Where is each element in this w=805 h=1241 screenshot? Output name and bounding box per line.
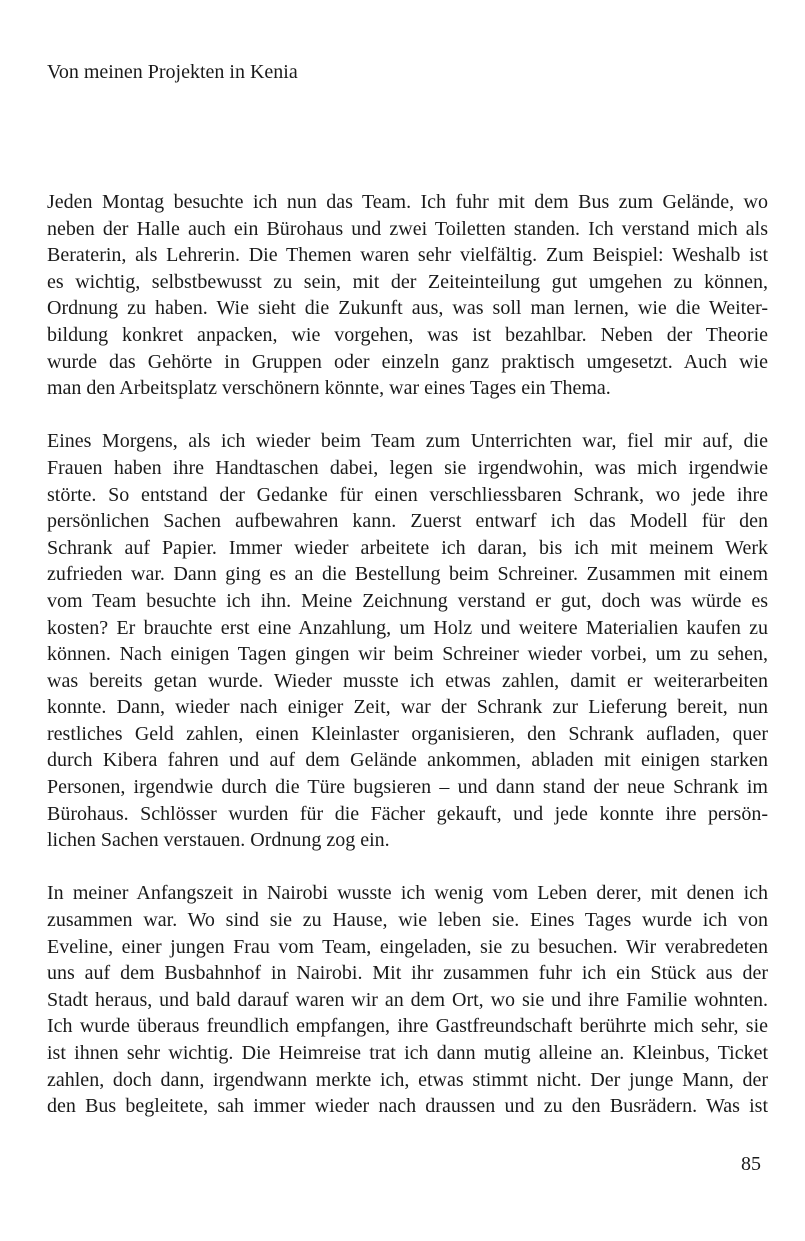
paragraph — [47, 880, 768, 1119]
text-line: den Bus begleitete, sah immer wieder nach draussen und zu den Busrädern. Was ist — [47, 1095, 768, 1118]
paragraph — [47, 189, 768, 402]
text-line: Eveline, einer jungen Frau vom Team, eingeladen, sie zu besuchen. Wir verabredeten — [47, 935, 768, 958]
text-line: Personen, irgendwie durch die Türe bugsieren – und dann stand der neue Schrank im — [47, 776, 768, 799]
text-line: Stadt heraus, und bald darauf waren wir an dem Ort, wo sie und ihre Familie wohnten. — [47, 988, 768, 1011]
text-line: konnte. Dann, wieder nach einiger Zeit, war der Schrank zur Lieferung bereit, nun — [47, 696, 768, 719]
text-line: können. Nach einigen Tagen gingen wir beim Schreiner wieder vorbei, um zu sehen, — [47, 643, 768, 666]
text-line: persönlichen Sachen aufbewahren kann. Zuerst entwarf ich das Modell für den — [47, 510, 768, 533]
text-line: In meiner Anfangszeit in Nairobi wusste ich wenig vom Leben derer, mit denen ich — [47, 882, 768, 905]
text-line: vom Team besuchte ich ihn. Meine Zeichnung verstand er gut, doch was würde es — [47, 589, 768, 612]
text-line: bildung konkret anpacken, wie vorgehen, was ist bezahlbar. Neben der Theorie — [47, 323, 768, 346]
text-line: man den Arbeitsplatz verschönern könnte, war eines Tages ein Thema. — [47, 377, 611, 400]
body-text — [47, 189, 768, 1120]
text-line: Frauen haben ihre Handtaschen dabei, legen sie irgendwohin, was mich irgendwie — [47, 456, 768, 479]
text-line: kosten? Er brauchte erst eine Anzahlung, um Holz und weitere Materialien kaufen zu — [47, 616, 768, 639]
text-line: neben der Halle auch ein Bürohaus und zwei Toiletten standen. Ich verstand mich als — [47, 217, 768, 240]
text-line: Schrank auf Papier. Immer wieder arbeitete ich daran, bis ich mit meinem Werk — [47, 536, 768, 559]
text-line: zahlen, doch dann, irgendwann merkte ich, etwas stimmt nicht. Der junge Mann, der — [47, 1068, 768, 1091]
text-line: uns auf dem Busbahnhof in Nairobi. Mit ihr zusammen fuhr ich ein Stück aus der — [47, 962, 768, 985]
text-line: durch Kibera fahren und auf dem Gelände ankommen, abladen mit einigen starken — [47, 749, 768, 772]
paragraph — [47, 428, 768, 854]
text-line: zusammen war. Wo sind sie zu Hause, wie leben sie. Eines Tages wurde ich von — [47, 909, 768, 932]
page-number: 85 — [741, 1153, 761, 1175]
text-line: Beraterin, als Lehrerin. Die Themen waren sehr vielfältig. Zum Beispiel: Weshalb ist — [47, 244, 768, 267]
text-line: Ordnung zu haben. Wie sieht die Zukunft aus, was soll man lernen, wie die Weiter- — [47, 297, 768, 320]
text-line: lichen Sachen verstauen. Ordnung zog ein. — [47, 829, 390, 852]
text-line: Eines Morgens, als ich wieder beim Team zum Unterrichten war, fiel mir auf, die — [47, 430, 768, 453]
text-line: wurde das Gehörte in Gruppen oder einzeln ganz praktisch umgesetzt. Auch wie — [47, 350, 768, 373]
text-line: was bereits getan wurde. Wieder musste ich etwas zahlen, damit er weiterarbeiten — [47, 669, 768, 692]
text-line: Jeden Montag besuchte ich nun das Team. Ich fuhr mit dem Bus zum Gelände, wo — [47, 191, 768, 213]
text-line: restliches Geld zahlen, einen Kleinlaster organisieren, den Schrank aufladen, quer — [47, 722, 768, 745]
text-line: zufrieden war. Dann ging es an die Bestellung beim Schreiner. Zusammen mit einem — [47, 563, 768, 586]
text-line: ist ihnen sehr wichtig. Die Heimreise trat ich dann mutig alleine an. Kleinbus, Ticket — [47, 1042, 768, 1064]
running-header: Von meinen Projekten in Kenia — [47, 61, 298, 83]
text-line: Bürohaus. Schlösser wurden für die Fächer gekauft, und jede konnte ihre persön- — [47, 802, 768, 825]
text-line: störte. So entstand der Gedanke für einen verschliessbaren Schrank, wo jede ihre — [47, 483, 768, 506]
text-line: es wichtig, selbstbewusst zu sein, mit der Zeiteinteilung gut umgehen zu können, — [47, 270, 768, 293]
text-line: Ich wurde überaus freundlich empfangen, ihre Gastfreundschaft berührte mich sehr, sie — [47, 1015, 768, 1038]
